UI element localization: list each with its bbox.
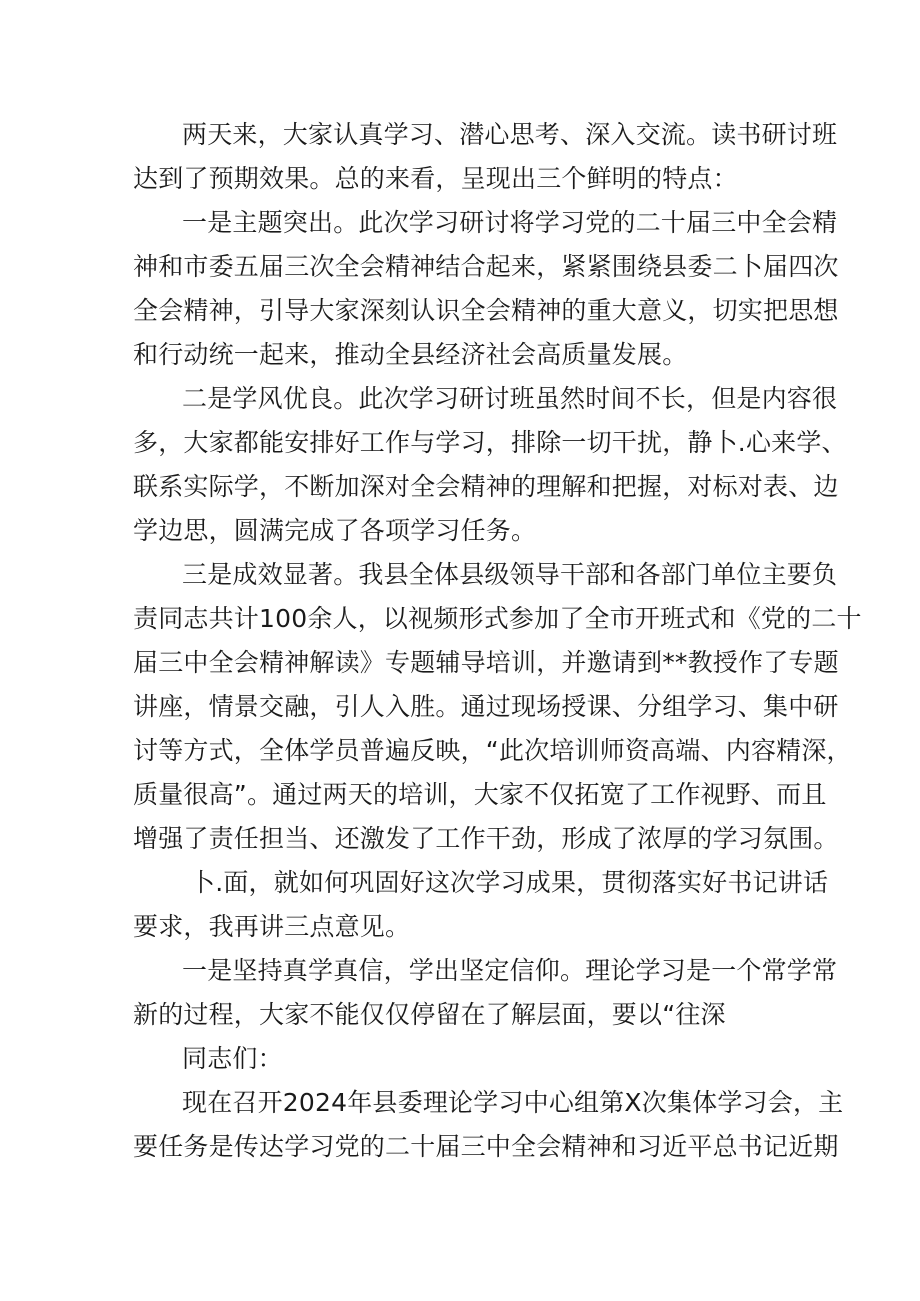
text-line: 届三中全会精神解读》专题辅导培训，并邀请到**教授作了专题 xyxy=(133,648,839,677)
text-line: 讲座，情景交融，引人入胜。通过现场授课、分组学习、集中研 xyxy=(133,692,839,721)
text-line: 卜.面，就如何巩固好这次学习成果，贯彻落实好书记讲话 xyxy=(190,868,829,897)
text-line: 和行动统一起来，推动全县经济社会高质量发展。 xyxy=(133,340,688,369)
text-line: 同志们： xyxy=(182,1044,283,1073)
text-line: 要任务是传达学习党的二十届三中全会精神和习近平总书记近期 xyxy=(133,1132,839,1161)
text-line: 责同志共计100余人，以视频形式参加了全市开班式和《党的二十 xyxy=(133,604,862,633)
text-line: 一是主题突出。此次学习研讨将学习党的二十届三中全会精 xyxy=(182,208,838,237)
text-line: 多，大家都能安排好工作与学习，排除一切干扰，静卜.心来学、 xyxy=(133,428,847,457)
text-line: 现在召开2024年县委理论学习中心组第X次集体学习会，主 xyxy=(182,1088,844,1117)
text-line: 达到了预期效果。总的来看，呈现出三个鲜明的特点： xyxy=(133,164,738,193)
text-line: 学边思，圆满完成了各项学习任务。 xyxy=(133,516,537,545)
text-line: 三是成效显著。我县全体县级领导干部和各部门单位主要负 xyxy=(182,560,838,589)
text-line: 神和市委五届三次全会精神结合起来，紧紧围绕县委二卜届四次 xyxy=(133,252,839,281)
text-line: 增强了责任担当、还激发了工作干劲，形成了浓厚的学习氛围。 xyxy=(133,824,839,853)
text-line: 讨等方式，全体学员普遍反映，“此次培训师资高端、内容精深， xyxy=(133,736,852,765)
text-line: 新的过程，大家不能仅仅停留在了解层面，要以“往深 xyxy=(133,1000,726,1029)
text-line: 一是坚持真学真信，学出坚定信仰。理论学习是一个常学常 xyxy=(182,956,838,985)
text-line: 要求，我再讲三点意见。 xyxy=(133,912,411,941)
text-line: 联系实际学，不断加深对全会精神的理解和把握，对标对表、边 xyxy=(133,472,839,501)
text-line: 二是学风优良。此次学习研讨班虽然时间不长，但是内容很 xyxy=(182,384,838,413)
text-line: 全会精神，引导大家深刻认识全会精神的重大意义，切实把思想 xyxy=(133,296,839,325)
text-line: 质量很高”。通过两天的培训，大家不仅拓宽了工作视野、而且 xyxy=(133,780,827,809)
text-line: 两天来，大家认真学习、潜心思考、深入交流。读书研讨班 xyxy=(182,120,838,149)
